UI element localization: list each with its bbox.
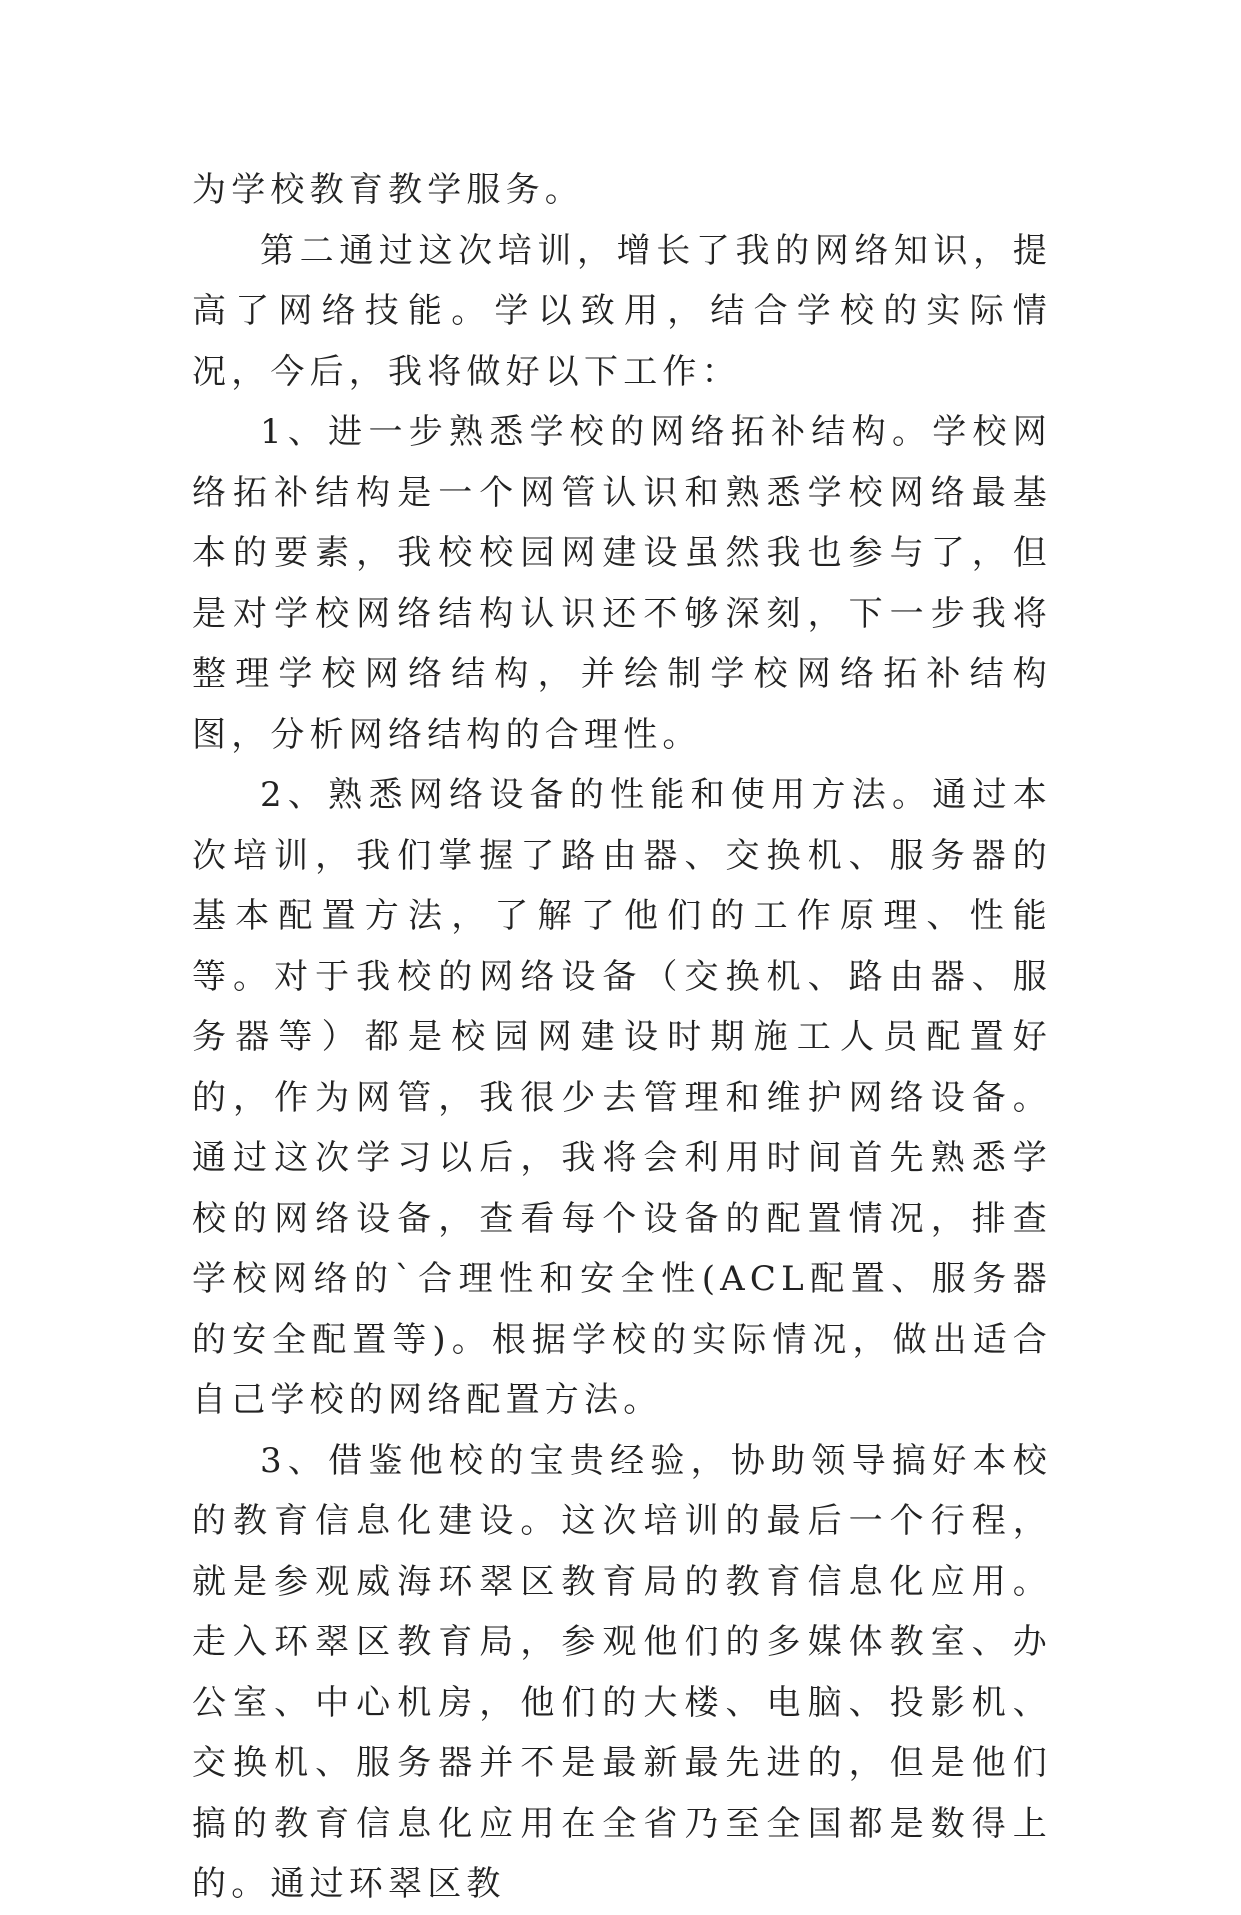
paragraph-network-skills: 第二通过这次培训，增长了我的网络知识，提高了网络技能。学以致用，结合学校的实际情况，今后，我将做好以下工作： <box>192 230 1052 392</box>
paragraph-item-3-experience: 3、借鉴他校的宝贵经验，协助领导搞好本校的教育信息化建设。这次培训的最后一个行程，就是参观威海环翠区教育局的教育信息化应用。走入环翠区教育局，参观他们的多媒体教室、办公室、中心机房，他们的大楼、电脑、投影机、交换机、服务器并不是最新最先进的，但是他们搞的教育信息化应用在全省乃至全国都是数得上的。通过环翠区教 <box>192 1440 1052 1904</box>
paragraph-continuation: 为学校教育教学服务。 <box>192 170 584 210</box>
document-body <box>192 160 1052 1915</box>
paragraph-item-1-topology: 1、进一步熟悉学校的网络拓补结构。学校网络拓补结构是一个网管认识和熟悉学校网络最基本的要素，我校校园网建设虽然我也参与了，但是对学校网络结构认识还不够深刻，下一步我将整理学校网络结构，并绘制学校网络拓补结构图，分析网络结构的合理性。 <box>192 412 1052 755</box>
paragraph-item-2-devices: 2、熟悉网络设备的性能和使用方法。通过本次培训，我们掌握了路由器、交换机、服务器的基本配置方法，了解了他们的工作原理、性能等。对于我校的网络设备（交换机、路由器、服务器等）都是校园网建设时期施工人员配置好的，作为网管，我很少去管理和维护网络设备。通过这次学习以后，我将会利用时间首先熟悉学校的网络设备，查看每个设备的配置情况，排查学校网络的`合理性和安全性(ACL配置、服务器的安全配置等)。根据学校的实际情况，做出适合自己学校的网络配置方法。 <box>192 775 1052 1420</box>
